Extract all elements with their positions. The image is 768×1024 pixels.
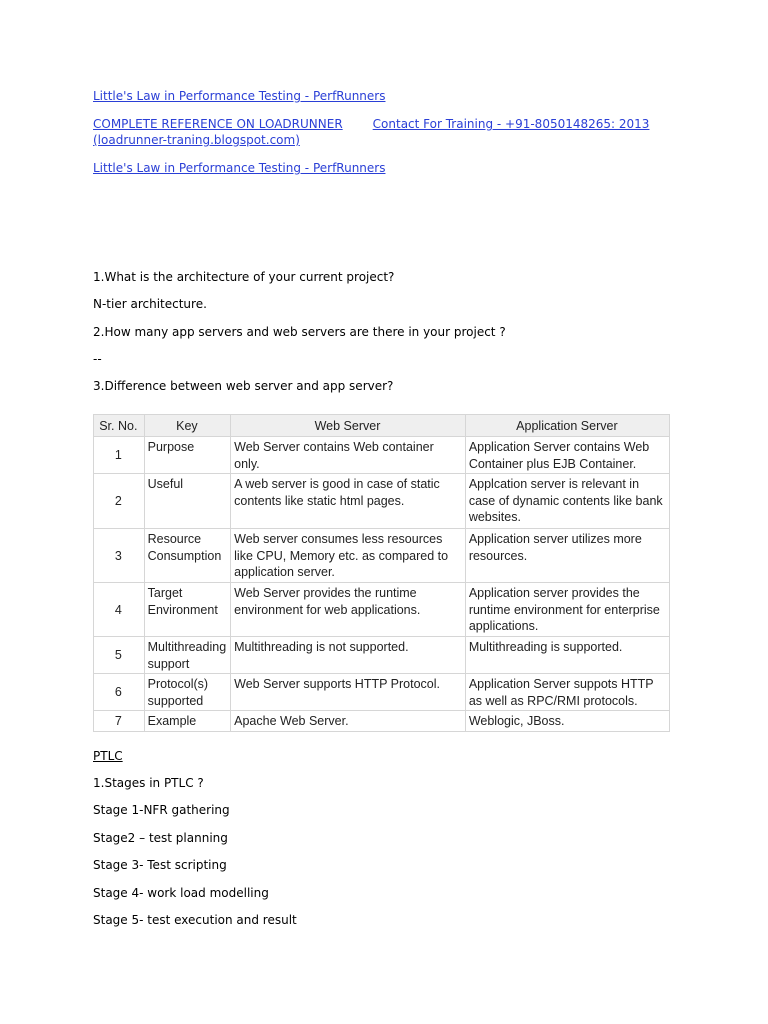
- ptlc-stage-1: Stage 1-NFR gathering: [93, 803, 230, 817]
- cell-app: Application server provides the runtime environment for enterprise applications.: [465, 583, 669, 637]
- table-row: [94, 711, 670, 732]
- header-web-server: Web Server: [231, 415, 466, 437]
- cell-no: 2: [94, 474, 145, 529]
- cell-no: 7: [94, 711, 145, 732]
- table-row: [94, 637, 670, 674]
- link-complete-reference-title[interactable]: COMPLETE REFERENCE ON LOADRUNNER: [93, 117, 343, 131]
- cell-app: Application Server contains Web Container plus EJB Container.: [465, 437, 669, 474]
- ptlc-heading: PTLC: [93, 749, 123, 763]
- cell-web: A web server is good in case of static contents like static html pages.: [231, 474, 466, 529]
- cell-web: Web Server contains Web container only.: [231, 437, 466, 474]
- table-header-row: [94, 415, 670, 437]
- ptlc-stage-4: Stage 4- work load modelling: [93, 886, 269, 900]
- cell-key: Example: [144, 711, 231, 732]
- ptlc-question: 1.Stages in PTLC ?: [93, 776, 204, 790]
- header-application-server: Application Server: [465, 415, 669, 437]
- question-3: 3.Difference between web server and app server?: [93, 379, 394, 393]
- cell-key: Purpose: [144, 437, 231, 474]
- table-row: [94, 474, 670, 529]
- cell-app: Applcation server is relevant in case of dynamic contents like bank websites.: [465, 474, 669, 529]
- cell-web: Web server consumes less resources like CPU, Memory etc. as compared to application server.: [231, 529, 466, 583]
- cell-no: 4: [94, 583, 145, 637]
- ptlc-stage-3: Stage 3- Test scripting: [93, 858, 227, 872]
- link-littles-law-1[interactable]: Little's Law in Performance Testing - PerfRunners: [93, 89, 386, 103]
- question-2: 2.How many app servers and web servers are there in your project ?: [93, 325, 506, 339]
- cell-key: Target Environment: [144, 583, 231, 637]
- cell-app: Application Server suppots HTTP as well as RPC/RMI protocols.: [465, 674, 669, 711]
- table-row: [94, 437, 670, 474]
- table-row: [94, 529, 670, 583]
- cell-no: 5: [94, 637, 145, 674]
- cell-key: Protocol(s) supported: [144, 674, 231, 711]
- answer-1: N-tier architecture.: [93, 297, 207, 311]
- cell-web: Apache Web Server.: [231, 711, 466, 732]
- cell-key: Useful: [144, 474, 231, 529]
- question-1: 1.What is the architecture of your current project?: [93, 270, 395, 284]
- ptlc-stage-5: Stage 5- test execution and result: [93, 913, 297, 927]
- cell-no: 1: [94, 437, 145, 474]
- header-sr-no: Sr. No.: [94, 415, 145, 437]
- link-littles-law-2[interactable]: Little's Law in Performance Testing - PerfRunners: [93, 161, 386, 175]
- link-blog-url[interactable]: (loadrunner-traning.blogspot.com): [93, 133, 300, 147]
- cell-app: Application server utilizes more resources.: [465, 529, 669, 583]
- cell-web: Web Server provides the runtime environment for web applications.: [231, 583, 466, 637]
- cell-no: 6: [94, 674, 145, 711]
- ptlc-stage-2: Stage2 – test planning: [93, 831, 228, 845]
- cell-no: 3: [94, 529, 145, 583]
- cell-app: Weblogic, JBoss.: [465, 711, 669, 732]
- cell-web: Multithreading is not supported.: [231, 637, 466, 674]
- cell-key: Resource Consumption: [144, 529, 231, 583]
- table-row: [94, 583, 670, 637]
- cell-web: Web Server supports HTTP Protocol.: [231, 674, 466, 711]
- header-key: Key: [144, 415, 231, 437]
- table-row: [94, 674, 670, 711]
- link-complete-reference[interactable]: [93, 117, 649, 132]
- comparison-table: [93, 414, 670, 732]
- cell-app: Multithreading is supported.: [465, 637, 669, 674]
- answer-2: --: [93, 352, 102, 366]
- cell-key: Multithreading support: [144, 637, 231, 674]
- link-contact-training[interactable]: Contact For Training - +91-8050148265: 2013: [372, 117, 650, 131]
